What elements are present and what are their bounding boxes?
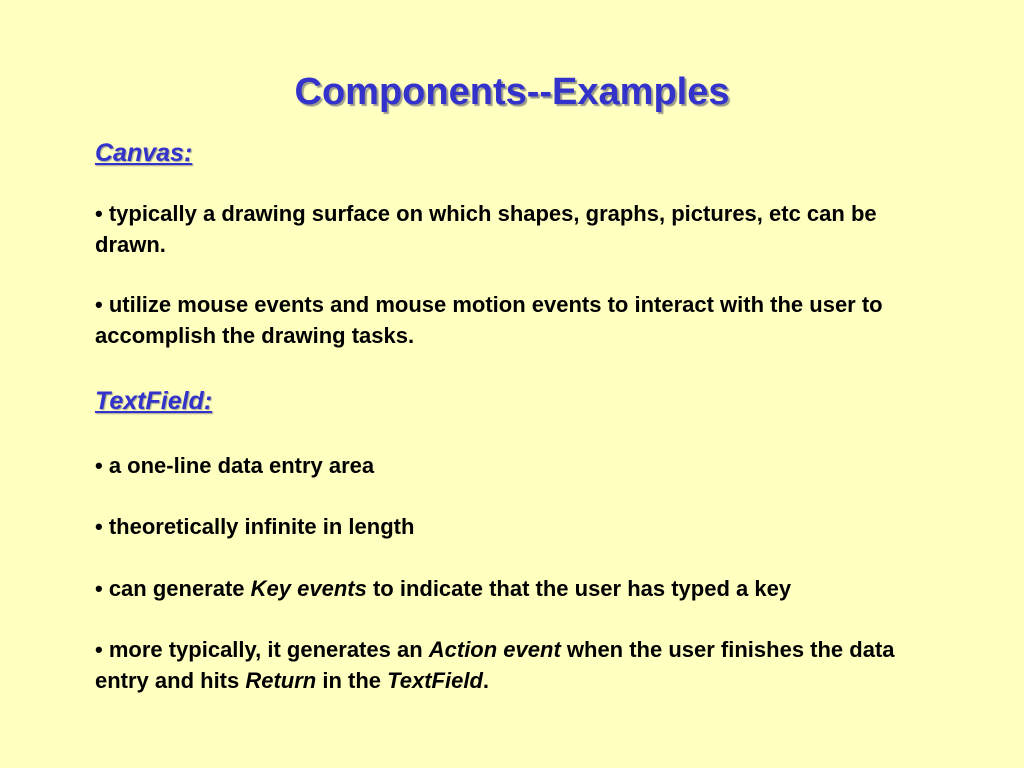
return-term: Return (245, 668, 317, 693)
bullet-text: • can generate (95, 576, 251, 601)
textfield-bullet-infinite-length: • theoretically infinite in length (95, 514, 415, 539)
textfield-bullet-action-event (95, 634, 915, 696)
bullet-text: when the user finishes the data entry and hits (95, 637, 895, 693)
canvas-heading: Canvas: (95, 139, 193, 167)
slide-title: Components--Examples (294, 71, 730, 113)
bullet-text: • more typically, it generates an (95, 637, 429, 662)
canvas-bullet-drawing-surface: • typically a drawing surface on which shapes, graphs, pictures, etc can be drawn. (95, 201, 877, 257)
bullet-text: in the (316, 668, 388, 693)
textfield-term: TextField (387, 668, 483, 693)
canvas-bullet-mouse-events: • utilize mouse events and mouse motion events to interact with the user to accomplish the drawing tasks. (95, 292, 883, 348)
textfield-bullet-key-events (95, 573, 915, 604)
bullet-text: to indicate that the user has typed a key (366, 576, 792, 601)
action-event-term: Action event (428, 637, 561, 662)
bullet-text: . (482, 668, 490, 693)
textfield-heading: TextField: (95, 387, 213, 415)
textfield-bullet-one-line: • a one-line data entry area (95, 453, 375, 478)
key-events-term: Key events (250, 576, 367, 601)
